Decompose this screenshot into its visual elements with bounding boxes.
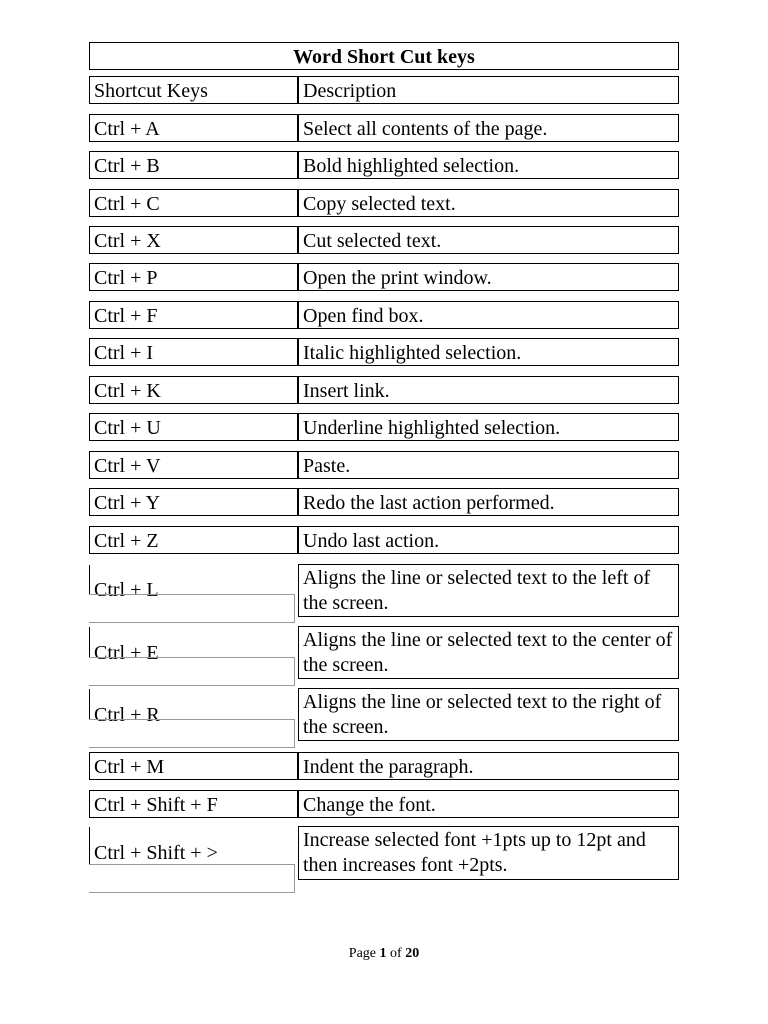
row-desc: Change the font. bbox=[298, 790, 679, 818]
document-title: Word Short Cut keys bbox=[89, 42, 679, 70]
cell-border bbox=[89, 689, 90, 719]
cell-border bbox=[89, 565, 90, 595]
cell-border bbox=[89, 827, 90, 865]
row-desc: Open the print window. bbox=[298, 263, 679, 291]
cell-border bbox=[89, 594, 295, 623]
row-desc: Aligns the line or selected text to the center of the screen. bbox=[298, 626, 679, 679]
row-key: Ctrl + Z bbox=[89, 526, 298, 554]
row-key: Ctrl + P bbox=[89, 263, 298, 291]
page-number bbox=[0, 946, 768, 962]
row-desc: Increase selected font +1pts up to 12pt and then increases font +2pts. bbox=[298, 826, 679, 880]
row-key: Ctrl + C bbox=[89, 189, 298, 217]
row-key: Ctrl + E bbox=[94, 642, 159, 664]
row-key: Ctrl + R bbox=[94, 704, 160, 726]
row-key: Ctrl + Shift + F bbox=[89, 790, 298, 818]
total-pages: 20 bbox=[405, 946, 420, 961]
row-key: Ctrl + Shift + > bbox=[94, 842, 218, 864]
row-key: Ctrl + X bbox=[89, 226, 298, 254]
row-desc: Insert link. bbox=[298, 376, 679, 404]
row-desc: Paste. bbox=[298, 451, 679, 479]
row-key: Ctrl + F bbox=[89, 301, 298, 329]
row-key: Ctrl + B bbox=[89, 151, 298, 179]
row-key: Ctrl + M bbox=[89, 752, 298, 780]
row-desc: Indent the paragraph. bbox=[298, 752, 679, 780]
cell-border bbox=[89, 627, 90, 657]
row-desc: Select all contents of the page. bbox=[298, 114, 679, 142]
row-desc: Cut selected text. bbox=[298, 226, 679, 254]
cell-border bbox=[89, 864, 295, 893]
row-desc: Undo last action. bbox=[298, 526, 679, 554]
row-desc: Bold highlighted selection. bbox=[298, 151, 679, 179]
row-desc: Aligns the line or selected text to the right of the screen. bbox=[298, 688, 679, 741]
row-desc: Italic highlighted selection. bbox=[298, 338, 679, 366]
row-key: Ctrl + K bbox=[89, 376, 298, 404]
page-of: of bbox=[390, 946, 402, 961]
row-desc: Aligns the line or selected text to the left of the screen. bbox=[298, 564, 679, 617]
row-key: Ctrl + L bbox=[94, 579, 159, 601]
cell-border bbox=[89, 719, 295, 748]
row-key: Ctrl + V bbox=[89, 451, 298, 479]
row-key: Ctrl + A bbox=[89, 114, 298, 142]
row-desc: Copy selected text. bbox=[298, 189, 679, 217]
page-prefix: Page bbox=[348, 946, 377, 961]
row-desc: Redo the last action performed. bbox=[298, 488, 679, 516]
row-key: Ctrl + I bbox=[89, 338, 298, 366]
header-description: Description bbox=[298, 76, 679, 104]
cell-border bbox=[89, 657, 295, 686]
row-key: Ctrl + Y bbox=[89, 488, 298, 516]
row-desc: Underline highlighted selection. bbox=[298, 413, 679, 441]
row-desc: Open find box. bbox=[298, 301, 679, 329]
row-key: Ctrl + U bbox=[89, 413, 298, 441]
current-page: 1 bbox=[379, 946, 387, 961]
header-shortcut-keys: Shortcut Keys bbox=[89, 76, 298, 104]
